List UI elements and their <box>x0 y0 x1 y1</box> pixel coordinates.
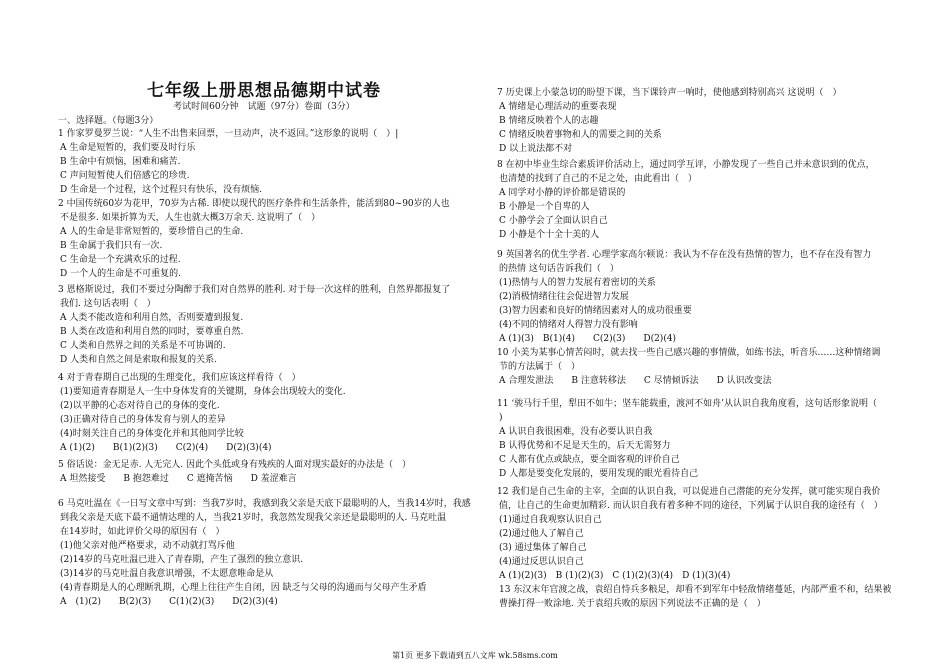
question-line: 不是很多. 如果折算为天，人生也就大概3万余天. 这说明了（ ） <box>60 213 321 223</box>
question-line: C 情绪反映着事物和人的需要之间的关系 <box>499 130 662 140</box>
section-heading: 一、选择题。（每题3分） <box>58 116 159 126</box>
question-line: A 同学对小静的评价都是错误的 <box>499 188 626 198</box>
question-line: D 小静是个十全十美的人 <box>499 230 600 240</box>
question-line: 曹操打得一败涂地. 关于袁绍兵败的原因下列说法不正确的是（ ） <box>499 599 766 609</box>
question-line: 的热情 这句话告诉我们（ ） <box>499 264 619 274</box>
question-line: D 生命是一个过程，这个过程只有快乐，没有烦恼. <box>60 185 262 195</box>
question-line: (1)通过自我观察认识自己 <box>499 515 602 525</box>
exam-title: 七年级上册思想品德期中试卷 <box>147 81 381 101</box>
question-stem: 8 在初中毕业生综合素质评价活动上，通过同学互评，小静发现了一些自己并未意识到的优点， <box>497 160 875 170</box>
question-block <box>497 346 880 388</box>
question-line: (4)不同的情绪对人得智力没有影响 <box>499 320 638 330</box>
question-block <box>58 127 398 197</box>
question-line: (3)智力因素和良好的情绪因素对人的成功很重要 <box>499 306 692 316</box>
question-stem: 11 ‘骏马行千里，犁田不如牛；坚车能载重，渡河不如舟’从认识自我角度看，这句话形象说明（ <box>497 399 878 409</box>
question-line: A (1)(2) B(1)(2)(3) C(2)(4) D(2)(3)(4) <box>60 443 272 453</box>
question-line: A 认识自我很困难，没有必要认识自我 <box>499 427 653 437</box>
question-stem: 12 我们是自己生命的主宰，全面的认识自我，可以促进自己潜能的充分发挥，就可能实现自我价 <box>497 487 881 497</box>
question-line: (2)消极情绪往往会促进智力发展 <box>499 292 629 302</box>
question-line: (2)通过他人了解自己 <box>499 529 584 539</box>
question-line: 我们. 这句话表明（ ） <box>60 299 156 309</box>
question-line: (1)要知道青春期是人一生中身体发育的关键期，身体会出现较大的变化. <box>60 387 346 397</box>
question-stem: 10 小美为某事心情苦闷时，就去找一些自己感兴趣的事情做，如练书法，听音乐……这种情绪调 <box>497 348 881 358</box>
question-line: C 生命是一个充满欢乐的过程. <box>60 255 181 265</box>
question-block <box>497 397 877 481</box>
question-line: (2)14岁的马克吐温已进入了青春期，产生了强烈的独立意识. <box>60 555 304 565</box>
question-line: B 生命中有烦恼，困难和痛苦. <box>60 157 181 167</box>
exam-subtitle: 考试时间60分钟 试题（97分）卷面（3分） <box>173 102 355 112</box>
question-line: (1)热情与人的智力发展有着密切的关系 <box>499 278 656 288</box>
question-line: D 一个人的生命是不可重复的. <box>60 269 181 279</box>
question-line: B 认得优势和不足是天生的，后天无需努力 <box>499 441 671 451</box>
question-block <box>497 248 871 346</box>
question-line: (2)以平静的心态对待自己的身体的变化. <box>60 401 220 411</box>
question-line: A (1)(2) B(2)(3) C(1)(2)(3) D(2)(3)(4) <box>60 597 278 607</box>
question-stem: 6 马克吐温在《一日写文章中写到：当我7岁时，我感到我父亲是天底下最聪明的人，当我14岁时，我感 <box>58 499 471 509</box>
question-stem: 4 对于青春期自己出现的生理变化，我们应该这样看待（ ） <box>58 373 301 383</box>
question-line: A 情绪是心理活动的重要表现 <box>499 102 617 112</box>
question-line: (4)时刻关注自己的身体变化并和其他同学比较 <box>60 429 244 439</box>
question-line: C 人类和自然界之间的关系是不可协调的. <box>60 341 226 351</box>
question-line: (3) 通过集体了解自己 <box>499 543 587 553</box>
question-line: A 人类不能改造和利用自然，否则要遭到报复. <box>60 313 244 323</box>
question-stem: 5 俗话说：金无足赤. 人无完人. 因此个头低或身有残疾的人面对现实最好的办法是（ ） <box>58 460 412 470</box>
question-block <box>58 497 471 609</box>
question-line: (3)正确对待自己的身体发育与别人的差异 <box>60 415 226 425</box>
question-line: (3)14岁的马克吐温自我意识增强，不太愿意唯命是从 <box>60 569 274 579</box>
question-line: (4)青春期是人的心理断乳期，心理上往往产生自闭，因 缺乏与父母的沟通而与父母产生矛盾 <box>60 583 427 593</box>
question-line: C 声问短暂使人们倍感它的珍贵. <box>60 171 190 181</box>
question-block <box>497 158 875 242</box>
question-block <box>497 485 891 611</box>
question-line: 到我父亲是天底下最不通情达理的人，当我21岁时，我忽然发现我父亲还是最聪明的人. 马克吐温 <box>60 513 447 523</box>
question-line: B 情绪反映着个人的志趣 <box>499 116 599 126</box>
question-line: A 坦然接受 B 抱怨难过 C 遮掩苦恼 D 羞涩难言 <box>60 474 297 484</box>
question-block <box>58 371 346 455</box>
question-stem: 3 恩格斯说过，我们不要过分陶醉于我们对自然界的胜利. 对于每一次这样的胜利，自然界都报复了 <box>58 285 451 295</box>
question-line: 13 东汉末年官渡之战，袁绍自恃兵多粮足，却看不到军年中轻敌情绪蔓延，内部严重不和，结果被 <box>499 585 892 595</box>
question-line: C 人都有优点或缺点，要全面客观的评价自己 <box>499 455 680 465</box>
question-block <box>58 458 411 486</box>
question-line: D 人类和自然之间是索取和报复的关系. <box>60 355 217 365</box>
question-line: ) <box>499 413 503 423</box>
question-line: 节的方法属于（ ） <box>499 362 581 372</box>
question-line: A 生命是短暂的，我们要及时行乐 <box>60 143 196 153</box>
question-stem: 9 英国著名的优生学者. 心理学家高尔顿说：我认为不存在没有热情的智力，也不存在没有智力 <box>497 250 872 260</box>
question-block <box>58 197 450 281</box>
question-block <box>497 86 841 156</box>
question-line: A 合理发泄法 B 注意转移法 C 尽情倾诉法 D 认识改变法 <box>499 376 772 386</box>
question-block <box>58 283 450 367</box>
page-footer: 第1页 更多下载请到五八文库 wk.58sms.com <box>392 651 558 660</box>
question-line: 也清楚的找到了自己的不足之处，由此看出（ ） <box>499 174 698 184</box>
question-stem: 7 历史课上小蒙急切的盼望下课，当下课铃声一响时，使他感到特别高兴 这说明（ ） <box>497 88 842 98</box>
question-stem: 1 作家罗曼罗兰说：“人生不出售来回票，一旦动声，决不返回。”这形象的说明（ ）| <box>58 129 399 139</box>
question-line: B 小静是一个自卑的人 <box>499 202 590 212</box>
question-line: 值，让自己的生命更加精彩. 而认识自我有着多种不同的途径，下列属于认识自我的途径有（ ） <box>499 501 883 511</box>
question-line: 在14岁时，如此评价父母的原因有（ ） <box>60 527 225 537</box>
question-line: (4)通过反思认识自己 <box>499 557 584 567</box>
question-line: A (1)(3) B(1)(4) C(2)(3) D(2)(4) <box>499 334 677 344</box>
question-line: D 以上说法都不对 <box>499 144 573 154</box>
question-line: C 小静学会了全面认识自己 <box>499 216 608 226</box>
question-line: B 生命属于我们只有一次. <box>60 241 163 251</box>
question-line: A 人的生命是非常短暂的，要珍惜自己的生命. <box>60 227 244 237</box>
question-line: B 人类在改造和利用自然的同时，要尊重自然. <box>60 327 244 337</box>
question-line: A (1)(2)(3) B (1)(2)(3) C (1)(2)(3)(4) D (1)(3)(4) <box>499 571 731 581</box>
question-line: D 人都是要变化发展的，要用发现的眼光看待自己 <box>499 469 699 479</box>
question-stem: 2 中国传统60岁为花甲，70岁为古稀. 即使以现代的医疗条件和生活条件，能活到80~90岁的人也 <box>58 199 450 209</box>
question-line: (1)他父亲对他严格要求，动不动就打骂斥他 <box>60 541 235 551</box>
